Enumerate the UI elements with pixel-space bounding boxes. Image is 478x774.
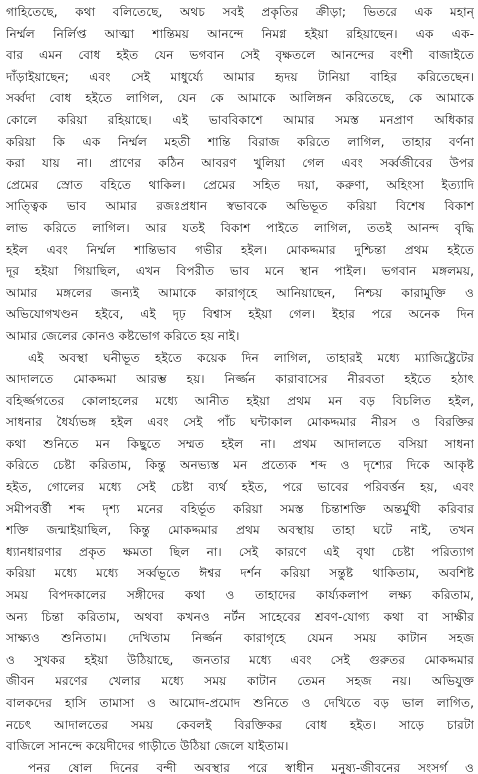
paragraph: [6, 758, 474, 774]
text-line: নচেৎ আদালতের সময় কেবলই বিরক্তিকর বোধ হইত। সাড়ে চারটা: [6, 717, 474, 732]
text-line: বার এমন বোধ হইত যেন ভগবান সেই বৃক্ষতলে আনন্দের বংশী বাজাইতে: [6, 48, 474, 63]
text-line: সাক্ষ্যও শুনিতাম। দেখিতাম নির্জ্জন কারাগৃহে যেমন সময় কাটান সহজ: [6, 631, 474, 646]
text-line: করা যায় না। প্রাণের কঠিন আবরণ খুলিয়া গেল এবং সর্ব্বজীবের উপর: [6, 156, 474, 171]
text-line: কোলে করিয়া রহিয়াছে। এই ভাববিকাশে আমার সমস্ত মনপ্রাণ অধিকার: [6, 112, 474, 127]
text-line: বাজিলে সানন্দে কয়েদীদের গাড়ীতে উঠিয়া জেলে যাইতাম।: [6, 739, 289, 754]
text-line: সময় বিপদকালের সঙ্গীদের কথা ও তাহাদের কার্য্যকলাপ লক্ষ্য করিতাম,: [6, 588, 474, 603]
text-line: গাহিতেছে, কথা বলিতেছে, অথচ সবই প্রকৃতির ক্রীড়া; ভিতরে এক মহান্‌: [6, 5, 474, 19]
text-line: প্রেমের স্রোত বহিতে থাকিল। প্রেমের সহিত দয়া, করুণা, অহিংসা ইত্যাদি: [6, 177, 474, 192]
text-line: করিয়া কি এক নির্ম্মল মহতী শান্তি বিরাজ করিতে লাগিল, তাহার বর্ণনা: [6, 134, 474, 149]
text-line: শক্তি জন্মাইয়াছিল, কিন্তু মোকদ্দমার প্রথম অবস্থায় তাহা ঘটে নাই, তখন: [6, 523, 474, 538]
text-line: আমার মঙ্গলের জন্যই আমাকে কারাগৃহে আনিয়াছেন, নিশ্চয় কারামুক্তি ও: [6, 285, 474, 300]
text-line: ধ্যানধারণার প্রকৃত ক্ষমতা ছিল না। সেই কারণে এই বৃথা চেষ্টা পরিত্যাগ: [6, 544, 474, 559]
text-line: লাভ করিতে লাগিল। আর যতই বিকাশ পাইতে লাগিল, ততই আনন্দ বৃদ্ধি: [6, 220, 474, 235]
text-line: আমার জেলের কোনও কষ্টভোগ করিতে হয় নাই।: [6, 328, 240, 343]
text-line: দূর হইয়া গিয়াছিল, এখন বিপরীত ভাব মনে স্থান পাইল। ভগবান মঙ্গলময়,: [6, 264, 474, 279]
paragraph: [6, 348, 474, 758]
text-line: পনর ষোল দিনের বন্দী অবস্থার পরে স্বাধীন মনুষ্য-জীবনের সংসর্গ ও: [28, 760, 474, 774]
text-line: সমীপবর্ত্তী শব্দ দৃশ্য মনের বহির্ভূত করিয়া সমস্ত চিন্তাশক্তি অন্তর্মুখী করিবার: [6, 501, 474, 516]
text-line: বালকদের হাসি তামাসা ও আমোদ-প্রমোদ শুনিতে ও দেখিতে বড় ভাল লাগিত,: [6, 696, 474, 710]
text-line: আদালতে মোকদ্দমা আরম্ভ হয়। নির্জ্জন কারাবাসের নীরবতা হইতে হঠাৎ: [6, 372, 474, 387]
text-line: দাঁড়াইয়াছেন; এবং সেই মাধুর্য্যে আমার হৃদয় টানিয়া বাহির করিতেছেন।: [6, 69, 474, 84]
text-line: বহির্জ্জগতের কোলাহলের মধ্যে আনীত হইয়া প্রথম মন বড় বিচলিত হইল,: [6, 393, 474, 408]
paragraph: [6, 2, 474, 348]
text-line: হইল এবং নির্ম্মল শান্তিভাব গভীর হইল। মোকদ্দমার দুশ্চিন্তা প্রথম হইতে: [6, 242, 474, 257]
text-line: কথা শুনিতে মন কিছুতে সম্মত হইল না। প্রথম আদালতে বসিয়া সাধনা: [6, 436, 474, 451]
text-line: করিয়া মধ্যে মধ্যে সর্ব্বভূতে ঈশ্বর দর্শন করিয়া সন্তুষ্ট থাকিতাম, অবশিষ্ট: [6, 566, 474, 581]
body-text: [6, 2, 474, 774]
text-line: সর্ব্বদা বোধ হইতে লাগিল, যেন কে আমাকে আলিঙ্গন করিতেছে, কে আমাকে: [6, 91, 474, 106]
text-line: সাত্ত্বিক ভাব আমার রজঃপ্রধান স্বভাবকে অভিভূত করিয়া বিশেষ বিকাশ: [6, 199, 474, 214]
text-line: হইত, গোলের মধ্যে সেই চেষ্টা ব্যর্থ হইত, পরে ভাবের পরিবর্ত্তন হয়, এবং: [6, 480, 474, 495]
text-line: জীবন মরণের খেলার মধ্যে সময় কাটান তেমন সহজ নয়। অভিযুক্ত: [6, 674, 474, 689]
text-line: করিতে চেষ্টা করিতাম, কিন্তু অনভ্যস্ত মন প্রত্যেক শব্দ ও দৃশ্যের দিকে আকৃষ্ট: [6, 458, 474, 473]
text-line: সাধনার ধৈর্য্যভঙ্গ হইল এবং সেই পাঁচ ঘন্টাকাল মোকদ্দমার নীরস ও বিরক্তির: [6, 415, 474, 430]
text-line: অন্য চিন্তা করিতাম, অথবা কখনও নর্টন সাহেবের শ্রবণ-যোগ্য কথা বা সাক্ষীর: [6, 609, 474, 624]
text-line: নির্ম্মল নির্লিপ্ত আত্মা শান্তিময় আনন্দে নিমগ্ন হইয়া রহিয়াছেন। এক এক-: [6, 26, 474, 41]
text-line: এই অবস্থা ঘনীভূত হইতে কয়েক দিন লাগিল, তাহারই মধ্যে ম্যাজিষ্ট্রেটের: [28, 350, 474, 365]
text-line: অভিযোগখণ্ডন হইবে, এই দৃঢ় বিশ্বাস হইয়া গেল। ইহার পরে অনেক দিন: [6, 307, 474, 322]
text-line: ও সুখকর হইয়া উঠিয়াছে, জনতার মধ্যে এবং সেই গুরুতর মোকদ্দমার: [6, 652, 474, 667]
